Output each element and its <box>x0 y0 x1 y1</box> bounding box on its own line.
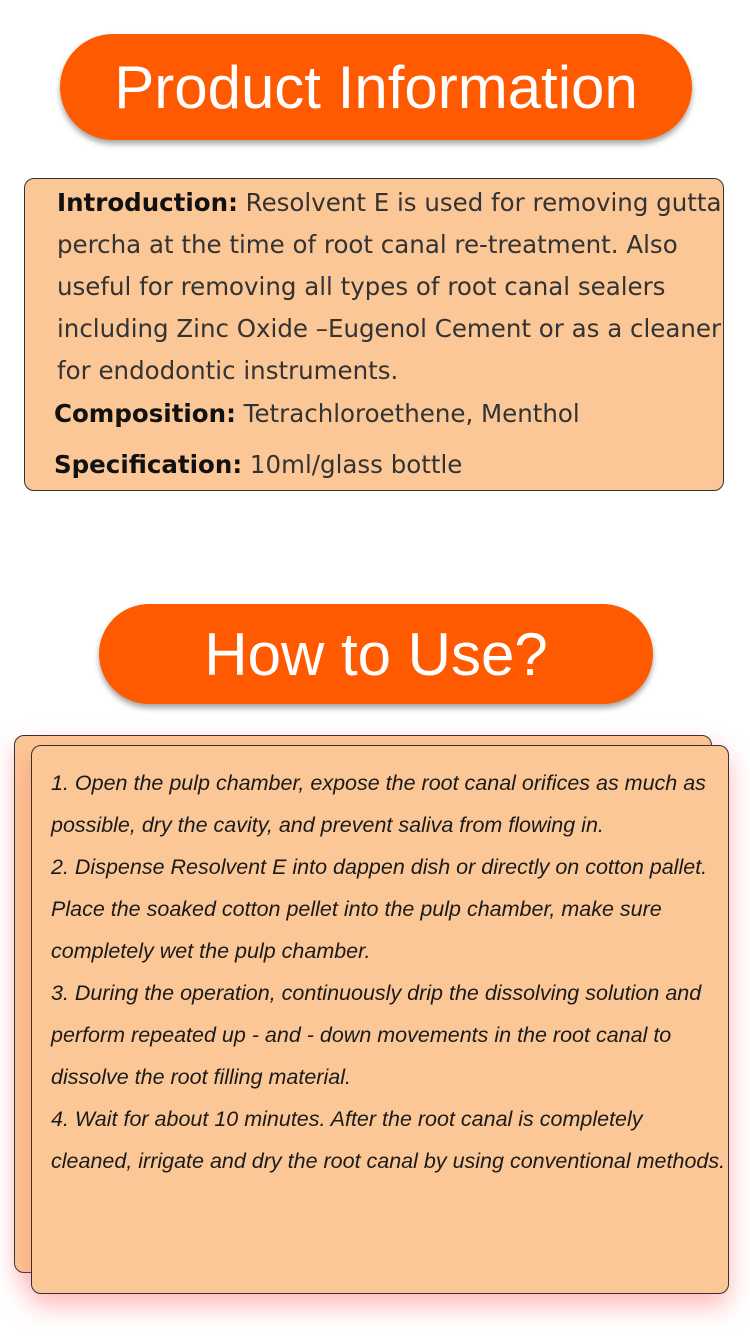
composition-text: Tetrachloroethene, Menthol <box>243 399 580 428</box>
instruction-step: 1. Open the pulp chamber, expose the root canal orifices as much as possible, dry the cavity, and prevent saliva from flowing in. <box>51 771 706 837</box>
instructions-card <box>31 745 729 1294</box>
composition-row <box>54 399 580 429</box>
product-info-card <box>24 178 724 491</box>
introduction-text: Resolvent E is used for removing gutta percha at the time of root canal re-treatment. Also useful for removing all types of root canal sealers including Zinc Oxide –Eugenol Cement or as a cleaner for endodontic instruments. <box>57 188 722 385</box>
introduction-paragraph <box>57 182 722 392</box>
specification-text: 10ml/glass bottle <box>249 450 463 479</box>
product-information-banner <box>60 34 692 140</box>
specification-row <box>54 450 462 480</box>
how-to-use-banner <box>99 604 653 704</box>
instruction-step: 3. During the operation, continuously drip the dissolving solution and perform repeated up - and - down movements in the root canal to dissolve the root filling material. <box>51 981 702 1089</box>
specification-label: Specification: <box>54 450 243 479</box>
how-to-use-title: How to Use? <box>204 620 548 688</box>
composition-label: Composition: <box>54 399 236 428</box>
instruction-steps-list <box>51 762 726 1182</box>
instruction-step: 4. Wait for about 10 minutes. After the root canal is completely cleaned, irrigate and dry the root canal by using conventional methods. <box>51 1107 726 1173</box>
instruction-step: 2. Dispense Resolvent E into dappen dish or directly on cotton pallet. Place the soaked cotton pellet into the pulp chamber, make sure completely wet the pulp chamber. <box>51 855 708 963</box>
introduction-label: Introduction: <box>57 188 238 217</box>
product-information-title: Product Information <box>114 53 638 121</box>
